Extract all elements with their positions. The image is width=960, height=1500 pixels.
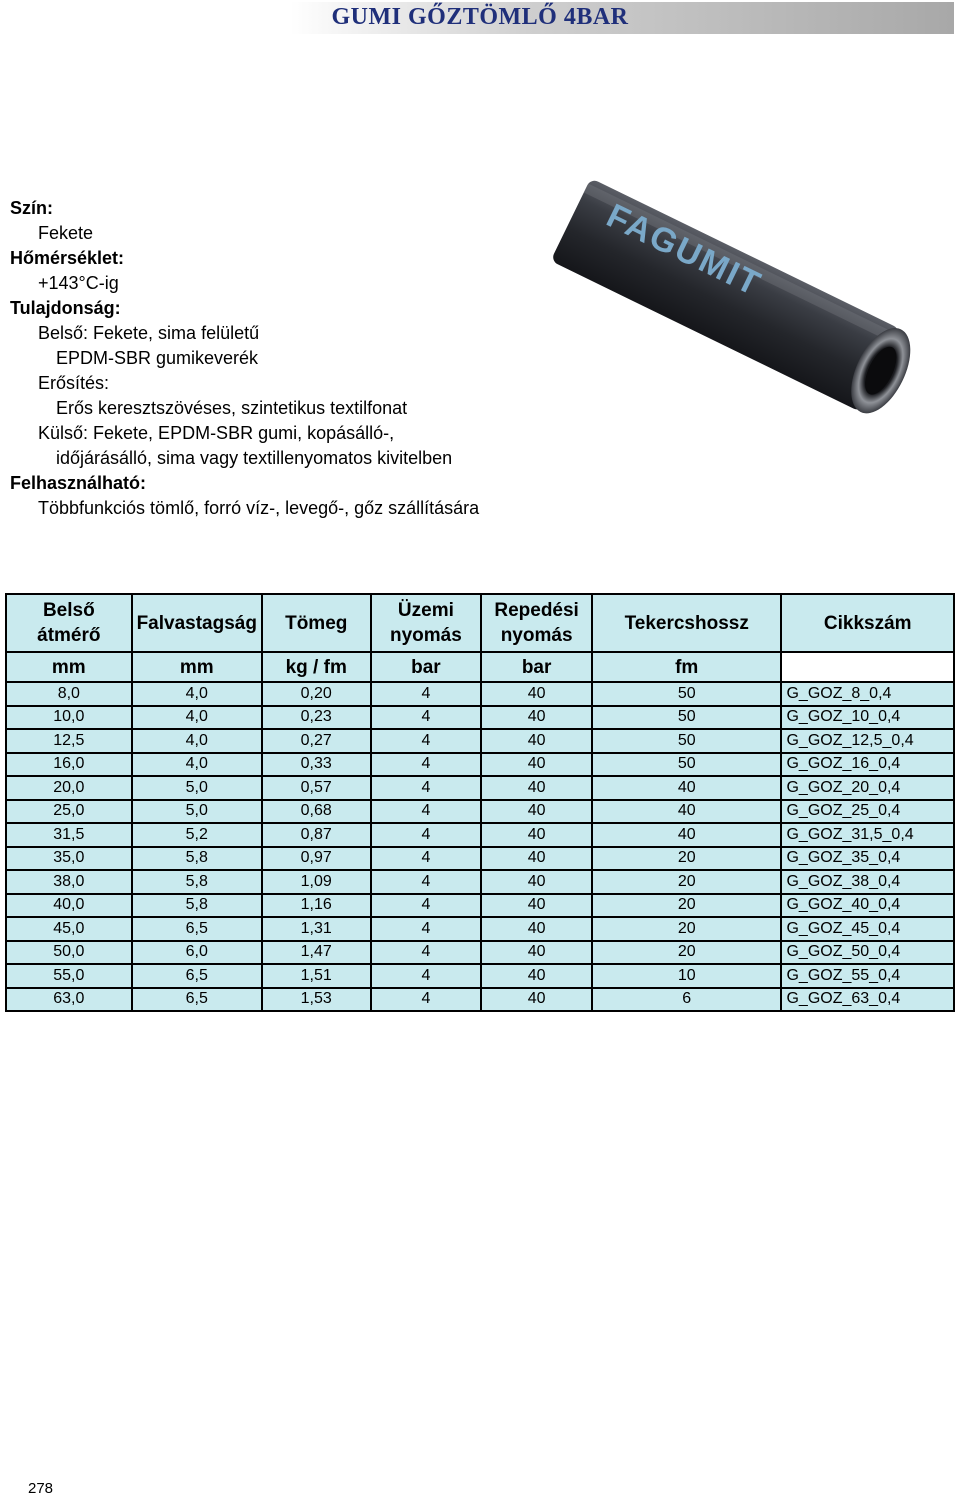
table-cell: 50 — [592, 729, 782, 753]
table-cell: 6,0 — [132, 941, 262, 965]
unit-cell: fm — [592, 652, 782, 682]
table-cell: 4 — [371, 729, 482, 753]
table-cell: 1,51 — [262, 964, 371, 988]
table-cell: 5,2 — [132, 823, 262, 847]
page-title: GUMI GŐZTÖMLŐ 4BAR — [331, 4, 629, 30]
article-number-cell: G_GOZ_45_0,4 — [781, 917, 954, 941]
table-cell: 4 — [371, 917, 482, 941]
unit-cell-empty — [781, 652, 954, 682]
article-number-cell: G_GOZ_40_0,4 — [781, 894, 954, 918]
table-cell: 1,09 — [262, 870, 371, 894]
article-number-cell: G_GOZ_20_0,4 — [781, 776, 954, 800]
table-cell: 1,16 — [262, 894, 371, 918]
table-header-row — [6, 594, 954, 652]
unit-cell: mm — [6, 652, 132, 682]
table-cell: 50 — [592, 753, 782, 777]
usage-value: Többfunkciós tömlő, forró víz-, levegő-, gőz szállítására — [38, 498, 480, 518]
table-cell: 35,0 — [6, 847, 132, 871]
col-inner-diameter: Belső átmérő — [6, 594, 132, 652]
article-number-cell: G_GOZ_63_0,4 — [781, 988, 954, 1012]
property-label: Tulajdonság: — [10, 298, 121, 318]
spec-table-body — [6, 682, 954, 1011]
hose-body — [551, 180, 923, 420]
table-row — [6, 894, 954, 918]
table-cell: 40 — [481, 729, 592, 753]
table-cell: 20 — [592, 894, 782, 918]
properties-block — [10, 196, 479, 521]
table-cell: 38,0 — [6, 870, 132, 894]
table-row — [6, 823, 954, 847]
table-cell: 20 — [592, 847, 782, 871]
article-number-cell: G_GOZ_31,5_0,4 — [781, 823, 954, 847]
table-cell: 0,27 — [262, 729, 371, 753]
col-coil-length: Tekercshossz — [592, 594, 782, 652]
unit-cell: bar — [481, 652, 592, 682]
table-cell: 0,87 — [262, 823, 371, 847]
outer-layer-text: Külső: Fekete, EPDM-SBR gumi, kopásálló-, — [38, 423, 395, 443]
article-number-cell: G_GOZ_35_0,4 — [781, 847, 954, 871]
table-cell: 4 — [371, 800, 482, 824]
table-cell: 40,0 — [6, 894, 132, 918]
table-cell: 0,33 — [262, 753, 371, 777]
hose-product-image — [545, 180, 940, 420]
unit-cell: kg / fm — [262, 652, 371, 682]
table-row — [6, 870, 954, 894]
color-value: Fekete — [38, 223, 94, 243]
table-cell: 40 — [481, 894, 592, 918]
spec-table — [5, 593, 955, 1012]
table-row — [6, 753, 954, 777]
table-cell: 40 — [481, 847, 592, 871]
article-number-cell: G_GOZ_55_0,4 — [781, 964, 954, 988]
table-cell: 20 — [592, 870, 782, 894]
table-cell: 10 — [592, 964, 782, 988]
table-cell: 6,5 — [132, 917, 262, 941]
hose-brand-text: FAGUMIT — [600, 196, 768, 304]
table-cell: 40 — [481, 706, 592, 730]
table-row — [6, 941, 954, 965]
table-cell: 40 — [481, 753, 592, 777]
table-cell: 5,8 — [132, 870, 262, 894]
table-cell: 4,0 — [132, 753, 262, 777]
table-cell: 12,5 — [6, 729, 132, 753]
table-cell: 4,0 — [132, 682, 262, 706]
table-cell: 45,0 — [6, 917, 132, 941]
table-cell: 5,0 — [132, 776, 262, 800]
table-cell: 4 — [371, 847, 482, 871]
table-row — [6, 800, 954, 824]
table-cell: 5,8 — [132, 894, 262, 918]
outer-layer-text-2: időjárásálló, sima vagy textillenyomatos kivitelben — [56, 448, 453, 468]
table-cell: 55,0 — [6, 964, 132, 988]
table-cell: 40 — [481, 870, 592, 894]
unit-cell: mm — [132, 652, 262, 682]
table-cell: 8,0 — [6, 682, 132, 706]
table-cell: 6,5 — [132, 964, 262, 988]
table-cell: 4 — [371, 870, 482, 894]
table-cell: 4 — [371, 988, 482, 1012]
table-units-row — [6, 652, 954, 682]
table-row — [6, 706, 954, 730]
reinforcement-label: Erősítés: — [38, 373, 110, 393]
col-article-number: Cikkszám — [781, 594, 954, 652]
table-cell: 0,68 — [262, 800, 371, 824]
table-cell: 16,0 — [6, 753, 132, 777]
temperature-value: +143°C-ig — [38, 273, 119, 293]
article-number-cell: G_GOZ_16_0,4 — [781, 753, 954, 777]
table-cell: 40 — [481, 682, 592, 706]
table-cell: 4 — [371, 753, 482, 777]
table-cell: 0,20 — [262, 682, 371, 706]
table-cell: 4 — [371, 706, 482, 730]
table-cell: 0,97 — [262, 847, 371, 871]
article-number-cell: G_GOZ_8_0,4 — [781, 682, 954, 706]
article-number-cell: G_GOZ_25_0,4 — [781, 800, 954, 824]
table-cell: 40 — [481, 823, 592, 847]
usage-label: Felhasználható: — [10, 473, 147, 493]
unit-cell: bar — [371, 652, 482, 682]
table-cell: 5,8 — [132, 847, 262, 871]
table-cell: 4 — [371, 823, 482, 847]
table-row — [6, 917, 954, 941]
table-cell: 4 — [371, 894, 482, 918]
col-burst-pressure: Repedési nyomás — [481, 594, 592, 652]
page-number: 278 — [28, 1480, 54, 1497]
table-cell: 6,5 — [132, 988, 262, 1012]
table-cell: 4,0 — [132, 706, 262, 730]
article-number-cell: G_GOZ_50_0,4 — [781, 941, 954, 965]
table-cell: 1,31 — [262, 917, 371, 941]
table-cell: 0,57 — [262, 776, 371, 800]
table-cell: 40 — [592, 823, 782, 847]
table-cell: 40 — [481, 800, 592, 824]
table-cell: 0,23 — [262, 706, 371, 730]
table-cell: 4 — [371, 776, 482, 800]
table-cell: 40 — [481, 988, 592, 1012]
table-cell: 50 — [592, 706, 782, 730]
table-cell: 5,0 — [132, 800, 262, 824]
table-cell: 25,0 — [6, 800, 132, 824]
inner-layer-text: Belső: Fekete, sima felületű — [38, 323, 260, 343]
color-label: Szín: — [10, 198, 53, 218]
table-cell: 1,53 — [262, 988, 371, 1012]
table-cell: 40 — [481, 941, 592, 965]
table-cell: 40 — [592, 776, 782, 800]
article-number-cell: G_GOZ_10_0,4 — [781, 706, 954, 730]
table-cell: 4 — [371, 682, 482, 706]
temperature-label: Hőmérséklet: — [10, 248, 125, 268]
table-row — [6, 776, 954, 800]
table-row — [6, 682, 954, 706]
table-cell: 4 — [371, 941, 482, 965]
table-cell: 63,0 — [6, 988, 132, 1012]
table-cell: 50 — [592, 682, 782, 706]
table-row — [6, 964, 954, 988]
table-cell: 10,0 — [6, 706, 132, 730]
col-wall-thickness: Falvastagság — [132, 594, 262, 652]
inner-layer-material: EPDM-SBR gumikeverék — [56, 348, 259, 368]
table-cell: 20,0 — [6, 776, 132, 800]
table-cell: 50,0 — [6, 941, 132, 965]
col-weight: Tömeg — [262, 594, 371, 652]
table-row — [6, 988, 954, 1012]
table-cell: 1,47 — [262, 941, 371, 965]
reinforcement-value: Erős keresztszövéses, szintetikus textilfonat — [56, 398, 408, 418]
table-cell: 4 — [371, 964, 482, 988]
table-cell: 40 — [481, 917, 592, 941]
article-number-cell: G_GOZ_38_0,4 — [781, 870, 954, 894]
table-cell: 20 — [592, 917, 782, 941]
table-cell: 40 — [481, 964, 592, 988]
article-number-cell: G_GOZ_12,5_0,4 — [781, 729, 954, 753]
table-cell: 31,5 — [6, 823, 132, 847]
col-working-pressure: Üzemi nyomás — [371, 594, 482, 652]
table-cell: 20 — [592, 941, 782, 965]
table-cell: 6 — [592, 988, 782, 1012]
table-cell: 4,0 — [132, 729, 262, 753]
table-cell: 40 — [481, 776, 592, 800]
table-row — [6, 729, 954, 753]
table-row — [6, 847, 954, 871]
table-cell: 40 — [592, 800, 782, 824]
